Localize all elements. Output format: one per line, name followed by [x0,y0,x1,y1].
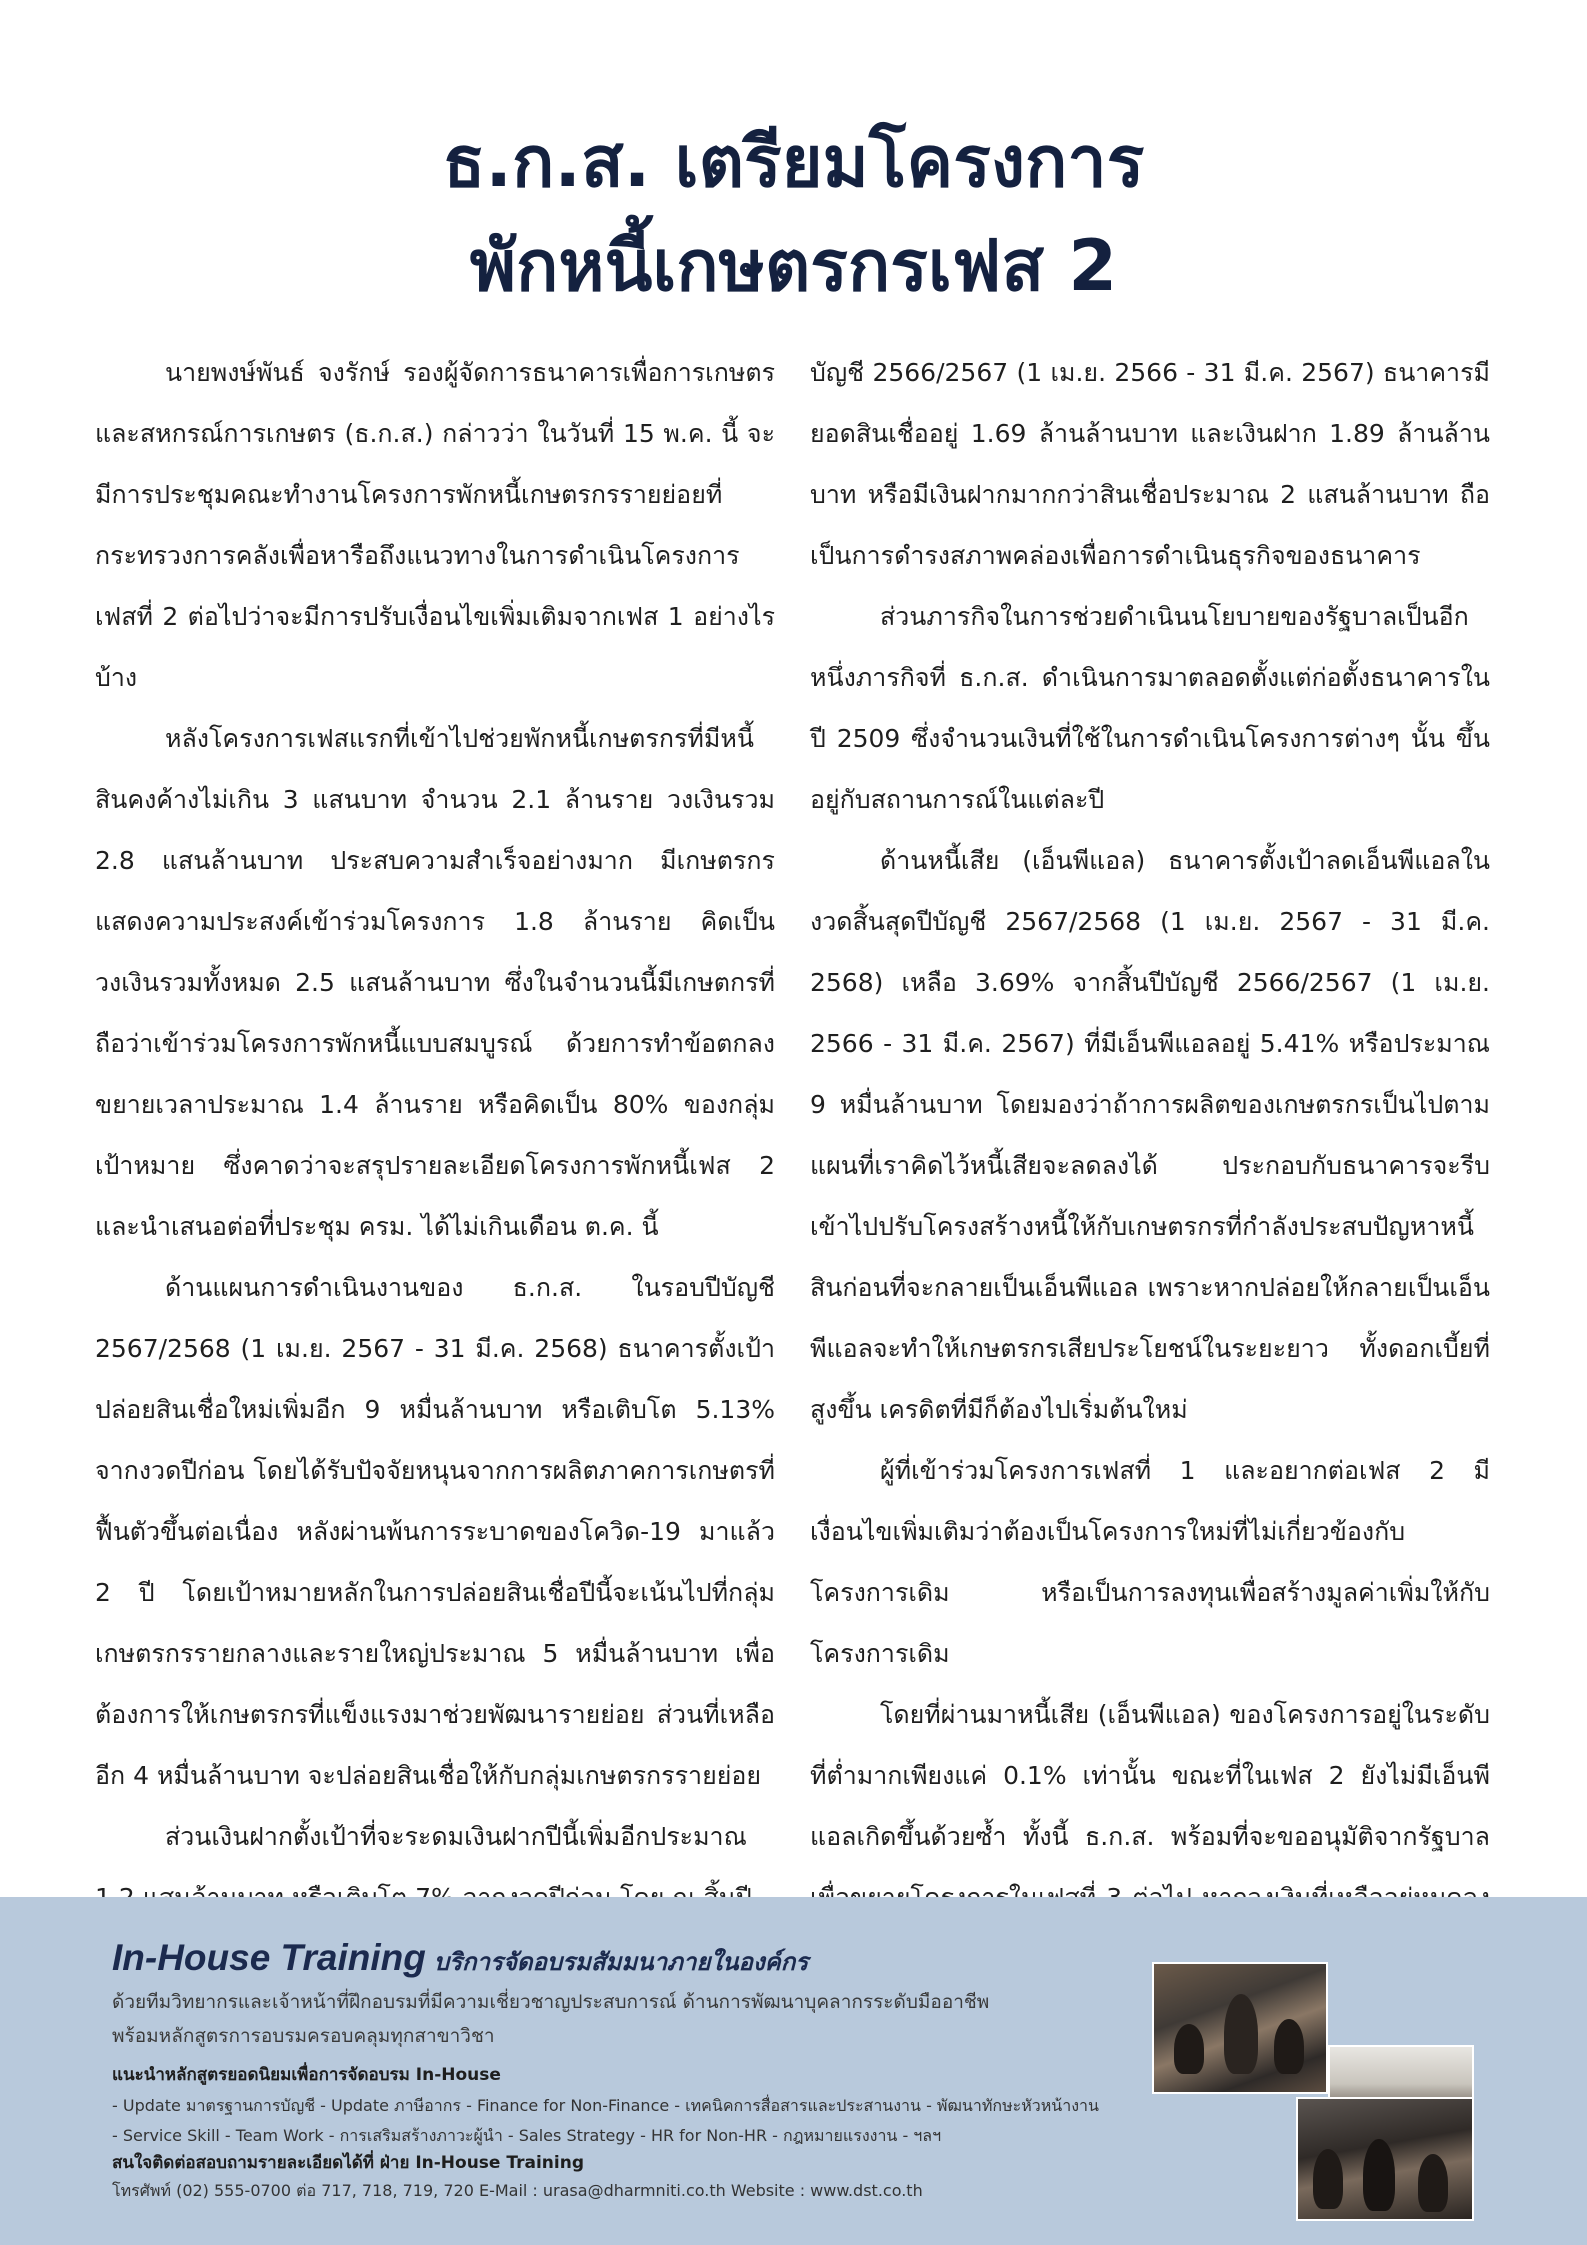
article-left-column [95,342,775,1928]
article-title [0,110,1587,318]
paragraph: นายพงษ์พันธ์ จงรักษ์ รองผู้จัดการธนาคารเพื่อการเกษตรและสหกรณ์การเกษตร (ธ.ก.ส.) กล่าวว่า ในวันที่ 15 พ.ค. นี้ จะมีการประชุมคณะทำงานโครงการพักหนี้เกษตรกรรายย่อยที่กระทรวงการคลังเพื่อหารือถึงแนวทางในการดำเนินโครงการเฟสที่ 2 ต่อไปว่าจะมีการปรับเงื่อนไขเพิ่มเติมจากเฟส 1 อย่างไรบ้าง [95,358,775,692]
in-house-training-banner [0,1897,1587,2245]
courses-line: - Service Skill - Team Work - การเสริมสร้างภาวะผู้นำ - Sales Strategy - HR for Non-HR - กฎหมายแรงงาน - ฯลฯ [112,2126,942,2145]
paragraph-last-text: โดยที่ผ่านมาหนี้เสีย (เอ็นพีแอล) ของโครงการอยู่ในระดับที่ต่ำมากเพียงแค่ 0.1% เท่านั้น ขณะที่ในเฟส 2 ยังไม่มีเอ็นพีแอลเกิดขึ้นด้วยซ้ำ ทั้งนี้ ธ.ก.ส. พร้อมที่จะขออนุมัติจากรัฐบาล [810,1700,1490,1851]
banner-title [112,1937,808,1981]
paragraph: ส่วนภารกิจในการช่วยดำเนินนโยบายของรัฐบาลเป็นอีกหนึ่งภารกิจที่ ธ.ก.ส. ดำเนินการมาตลอดตั้งแต่ก่อตั้งธนาคารในปี 2509 ซึ่งจำนวนเงินที่ใช้ในการดำเนินโครงการต่างๆ นั้น ขึ้นอยู่กับสถานการณ์ในแต่ละปี [810,602,1490,814]
paragraph: ส่วนเงินฝากตั้งเป้าที่จะระดมเงินฝากปีนี้เพิ่มอีกประมาณ [165,1822,747,1851]
article-title-line-2: พักหนี้เกษตรกรเฟส 2 [469,225,1118,307]
banner-subtitle: บริการจัดอบรมสัมมนาภายในองค์กร [433,1948,809,1976]
paragraph: ด้านแผนการดำเนินงานของ ธ.ก.ส. ในรอบปีบัญชี 2567/2568 (1 เม.ย. 2567 - 31 มี.ค. 2568) ธนาคารตั้งเป้าปล่อยสินเชื่อใหม่เพิ่มอีก 9 หมื่นล้านบาท หรือเติบโต 5.13% จากงวดปีก่อน โดยได้รับปัจจัยหนุนจากการผลิตภาคการเกษตรที่ฟื้นตัวขึ้นต่อเนื่อง หลังผ่านพ้นการระบาดของโควิด-19 มาแล้ว 2 ปี โดยเป้าหมายหลักในการปล่อยสินเชื่อปีนี้จะเน้นไปที่กลุ่มเกษตรกรรายกลางและรายใหญ่ประมาณ 5 หมื่นล้านบาท เพื่อต้องการให้เกษตรกรที่แข็งแรงมาช่วยพัฒนารายย่อย ส่วนที่เหลืออีก 4 หมื่นล้านบาท จะปล่อยสินเชื่อให้กับกลุ่มเกษตรกรรายย่อย [95,1273,775,1790]
courses-heading: แนะนำหลักสูตรยอดนิยมเพื่อการจัดอบรม In-House [112,2065,501,2085]
banner-desc-line: พร้อมหลักสูตรการอบรมครอบคลุมทุกสาขาวิชา [112,2025,495,2047]
courses-line: - Update มาตรฐานการบัญชี - Update ภาษีอากร - Finance for Non-Finance - เทคนิคการสื่อสารและประสานงาน - พัฒนาทักษะหัวหน้างาน [112,2096,1099,2115]
contact-details: โทรศัพท์ (02) 555-0700 ต่อ 717, 718, 719, 720 E-Mail : urasa@dharmniti.co.th Website : www.dst.co.th [112,2181,923,2200]
training-photo [1152,1962,1328,2094]
paragraph: หลังโครงการเฟสแรกที่เข้าไปช่วยพักหนี้เกษตรกรที่มีหนี้สินคงค้างไม่เกิน 3 แสนบาท จำนวน 2.1 ล้านราย วงเงินรวม 2.8 แสนล้านบาท ประสบความสำเร็จอย่างมาก มีเกษตรกรแสดงความประสงค์เข้าร่วมโครงการ 1.8 ล้านราย คิดเป็นวงเงินรวมทั้งหมด 2.5 แสนล้านบาท ซึ่งในจำนวนนี้มีเกษตกรที่ถือว่าเข้าร่วมโครงการพักหนี้แบบสมบูรณ์ ด้วยการทำข้อตกลงขยายเวลาประมาณ 1.4 ล้านราย หรือคิดเป็น 80% ของกลุ่มเป้าหมาย ซึ่งคาดว่าจะสรุปรายละเอียดโครงการพักหนี้เฟส 2 และนำเสนอต่อที่ประชุม ครม. ได้ไม่เกินเดือน ต.ค. นี้ [95,724,775,1241]
article-right-column [810,342,1490,1989]
paragraph: ผู้ที่เข้าร่วมโครงการเฟสที่ 1 และอยากต่อเฟส 2 มีเงื่อนไขเพิ่มเติมว่าต้องเป็นโครงการใหม่ที่ไม่เกี่ยวข้องกับโครงการเดิม หรือเป็นการลงทุนเพื่อสร้างมูลค่าเพิ่มให้กับโครงการเดิม [810,1456,1490,1668]
banner-title-main: In-House Training [112,1937,426,1978]
courses-list [112,2091,1099,2151]
paragraph-continued: บัญชี 2566/2567 (1 เม.ย. 2566 - 31 มี.ค. 2567) ธนาคารมียอดสินเชื่ออยู่ 1.69 ล้านล้านบาท และเงินฝาก 1.89 ล้านล้านบาท หรือมีเงินฝากมากกว่าสินเชื่อประมาณ 2 แสนล้านบาท ถือเป็นการดำรงสภาพคล่องเพื่อการดำเนินธุรกิจของธนาคาร [810,358,1490,570]
banner-description [112,1985,1152,2053]
article-title-line-1: ธ.ก.ส. เตรียมโครงการ [442,121,1145,203]
training-photo [1296,2097,1474,2221]
paragraph: ด้านหนี้เสีย (เอ็นพีแอล) ธนาคารตั้งเป้าลดเอ็นพีแอลในงวดสิ้นสุดปีบัญชี 2567/2568 (1 เม.ย. 2567 - 31 มี.ค. 2568) เหลือ 3.69% จากสิ้นปีบัญชี 2566/2567 (1 เม.ย. 2566 - 31 มี.ค. 2567) ที่มีเอ็นพีแอลอยู่ 5.41% หรือประมาณ 9 หมื่นล้านบาท โดยมองว่าถ้าการผลิตของเกษตรกรเป็นไปตามแผนที่เราคิดไว้หนี้เสียจะลดลงได้ ประกอบกับธนาคารจะรีบเข้าไปปรับโครงสร้างหนี้ให้กับเกษตรกรที่กำลังประสบปัญหาหนี้สินก่อนที่จะกลายเป็นเอ็นพีแอล เพราะหากปล่อยให้กลายเป็นเอ็นพีแอลจะทำให้เกษตรกรเสียประโยชน์ในระยะยาว ทั้งดอกเบี้ยที่สูงขึ้น เครดิตที่มีก็ต้องไปเริ่มต้นใหม่ [810,846,1490,1424]
banner-desc-line: ด้วยทีมวิทยากรและเจ้าหน้าที่ฝึกอบรมที่มีความเชี่ยวชาญประสบการณ์ ด้านการพัฒนาบุคลากรระดับมืออาชีพ [112,1991,990,2013]
contact-heading: สนใจติดต่อสอบถามรายละเอียดได้ที่ ฝ่าย In-House Training [112,2153,584,2173]
